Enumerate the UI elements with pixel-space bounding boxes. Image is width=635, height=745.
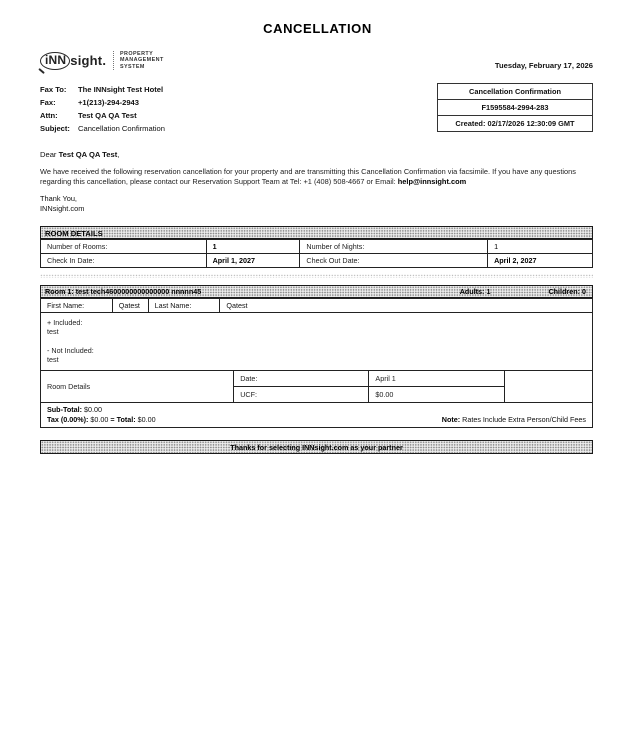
innsight-logo — [40, 51, 164, 70]
logo-tagline — [113, 51, 164, 70]
table-row — [41, 299, 593, 313]
support-email: help@innsight.com — [397, 176, 467, 186]
not-included-value: test — [47, 354, 59, 364]
subtotal-label: Sub-Total: — [47, 405, 82, 415]
check-in-date-label: Check In Date: — [41, 254, 207, 268]
footer-bar — [40, 440, 593, 454]
table-row — [41, 371, 593, 387]
room-details-cell: Room Details — [41, 371, 234, 403]
note-text: Rates Include Extra Person/Child Fees — [460, 414, 586, 424]
attn-label: Attn: — [40, 111, 58, 121]
equals-sign: = — [110, 414, 115, 424]
subject-value: Cancellation Confirmation — [78, 124, 165, 134]
logo-tagline-line: SYSTEM — [119, 63, 145, 70]
fax-header-block — [40, 83, 165, 135]
children-count: Children: 0 — [548, 287, 586, 297]
totals-left — [47, 405, 156, 424]
ucf-value: $0.00 — [369, 387, 504, 403]
date-value: April 1 — [369, 371, 504, 387]
last-name-value: Qatest — [220, 299, 593, 313]
total-value: $0.00 — [135, 414, 156, 424]
check-out-date-value: April 2, 2027 — [488, 254, 593, 268]
closing-line: Thank You, — [40, 194, 77, 204]
subtotal-value: $0.00 — [82, 405, 102, 415]
included-label: + Included: — [47, 318, 83, 328]
confirmation-created: Created: 02/17/2026 12:30:09 GMT — [438, 115, 592, 131]
fax-to-row — [40, 83, 165, 96]
included-box — [40, 313, 593, 370]
signature-line: INNsight.com — [40, 203, 85, 213]
dotted-divider — [40, 274, 593, 278]
page-title: CANCELLATION — [263, 21, 372, 36]
first-name-label: First Name: — [41, 299, 113, 313]
last-name-label: Last Name: — [148, 299, 220, 313]
tax-total-line — [47, 415, 156, 425]
subtotal-line — [47, 405, 156, 415]
check-in-date-value: April 1, 2027 — [206, 254, 300, 268]
document-header — [40, 51, 593, 70]
fax-to-label: Fax To: — [40, 85, 67, 95]
subject-label: Subject: — [40, 124, 70, 134]
confirmation-box — [437, 83, 593, 132]
fax-number-row — [40, 96, 165, 109]
included-value: test — [47, 327, 59, 337]
salutation — [40, 150, 593, 159]
totals-row — [40, 403, 593, 428]
room-details-table — [40, 239, 593, 268]
room-1-header-bar — [40, 285, 593, 298]
date-label: Date: — [234, 371, 369, 387]
check-out-date-label: Check Out Date: — [300, 254, 488, 268]
tax-value: $0.00 — [88, 414, 111, 424]
number-of-nights-value: 1 — [488, 240, 593, 254]
room-details-section-bar: ROOM DETAILS — [40, 226, 593, 239]
logo-tagline-line: PROPERTY — [119, 51, 154, 57]
ucf-label: UCF: — [234, 387, 369, 403]
logo-tagline-line: MANAGEMENT — [119, 57, 164, 64]
attn-value: Test QA QA Test — [78, 111, 137, 121]
magnifier-circle-icon — [40, 52, 70, 70]
confirmation-number: F1595584-2994-283 — [438, 99, 592, 115]
guest-name-table — [40, 298, 593, 313]
letter-closing — [40, 194, 593, 213]
innsight-logo-wordmark — [40, 52, 106, 70]
salutation-prefix: Dear — [40, 150, 59, 160]
spacer — [47, 337, 586, 346]
fax-and-confirmation — [40, 83, 593, 135]
subject-row — [40, 122, 165, 135]
number-of-nights-label: Number of Nights: — [300, 240, 488, 254]
document-date: Tuesday, February 17, 2026 — [494, 61, 593, 70]
total-label: Total: — [114, 414, 136, 424]
room-1-title: Room 1: test tech4600000000000000 nnnnn45 — [45, 287, 202, 297]
room-1-section — [40, 285, 593, 428]
fax-number-label: Fax: — [40, 98, 56, 108]
salutation-suffix: , — [117, 150, 120, 160]
letter-body — [40, 167, 593, 186]
salutation-name: Test QA QA Test — [58, 150, 118, 160]
letter-body-text: We have received the following reservation cancellation for your property and are transmitting this Cancellation Confirmation via facsimile. If you have any questions regarding this cancellation, please contact our Reservation Support Team at Tel: +1 (408) 508-4667 or Email: — [40, 167, 576, 186]
fax-number-value: +1(213)-294-2943 — [78, 98, 140, 108]
adults-count: Adults: 1 — [459, 287, 491, 297]
number-of-rooms-value: 1 — [206, 240, 300, 254]
table-row — [41, 254, 593, 268]
not-included-label: - Not Included: — [47, 345, 94, 355]
logo-period: . — [102, 53, 106, 69]
footer-text: Thanks for selecting INNsight.com as your partner — [230, 442, 403, 452]
logo-circle-text: iNN — [45, 52, 67, 67]
room-pricing-table — [40, 370, 593, 403]
confirmation-box-title: Cancellation Confirmation — [469, 87, 561, 97]
tax-label: Tax (0.00%): — [47, 414, 89, 424]
rates-note — [442, 415, 586, 425]
note-label: Note: — [441, 414, 461, 424]
attn-row — [40, 109, 165, 122]
number-of-rooms-label: Number of Rooms: — [41, 240, 207, 254]
fax-to-value: The INNsight Test Hotel — [78, 85, 164, 95]
first-name-value: Qatest — [112, 299, 148, 313]
empty-cell — [504, 371, 592, 403]
logo-rest-text: sight — [70, 53, 103, 69]
table-row — [41, 240, 593, 254]
